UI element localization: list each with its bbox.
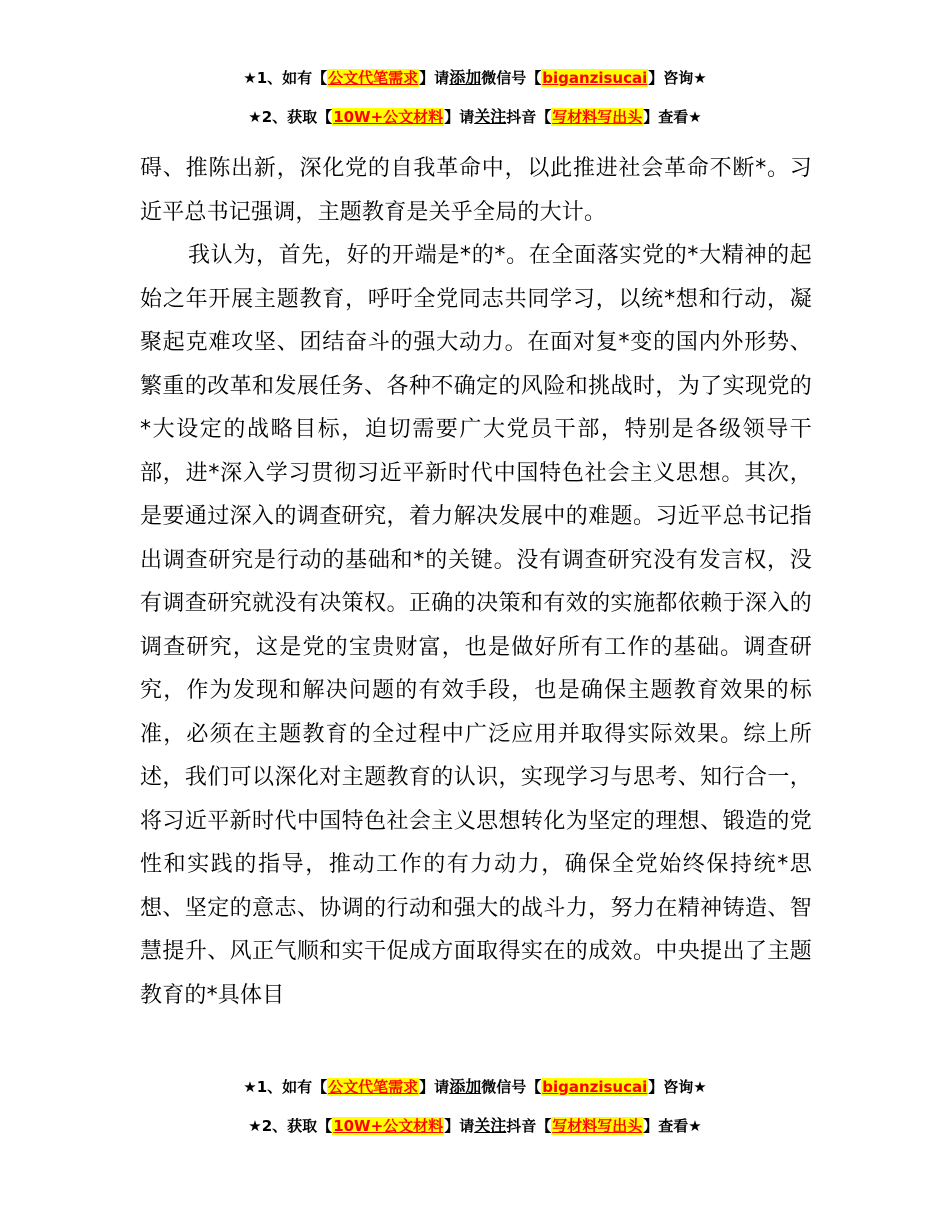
footer-line1-emphasis: 添加 xyxy=(449,1077,482,1096)
header-line1-mid2: 微信号【 xyxy=(481,69,542,87)
footer-line1-mid2: 微信号【 xyxy=(481,1078,542,1096)
footer-line2-suffix: 】查看★ xyxy=(643,1117,702,1135)
header-line2-prefix: ★2、获取【 xyxy=(248,108,333,126)
footer-line1-highlight-wechat-id: biganzisucai xyxy=(542,1078,648,1096)
header-line1-prefix: ★1、如有【 xyxy=(243,69,328,87)
header-line2-highlight-douyin-account: 写材料写出头 xyxy=(552,108,643,126)
footer-line1-highlight-service: 公文代笔需求 xyxy=(328,1078,419,1096)
header-line2-highlight-materials: 10W+公文材料 xyxy=(333,108,444,126)
footer-line2-emphasis: 关注 xyxy=(474,1116,507,1135)
footer-line2-prefix: ★2、获取【 xyxy=(248,1117,333,1135)
footer-line2-highlight-materials: 10W+公文材料 xyxy=(333,1117,444,1135)
footer-ad-line-2 xyxy=(0,1116,950,1136)
header-line1-highlight-wechat-id: biganzisucai xyxy=(542,69,648,87)
header-line1-mid1: 】请 xyxy=(419,69,450,87)
header-line2-mid1: 】请 xyxy=(444,108,475,126)
header-line2-suffix: 】查看★ xyxy=(643,108,702,126)
body-paragraph-1: 碍、推陈出新，深化党的自我革命中，以此推进社会革命不断*。习近平总书记强调，主题教育是关乎全局的大计。 xyxy=(140,156,812,225)
document-body xyxy=(140,147,812,1017)
header-line2-mid2: 抖音【 xyxy=(506,108,552,126)
footer-line2-mid1: 】请 xyxy=(444,1117,475,1135)
header-line2-emphasis: 关注 xyxy=(474,107,507,126)
footer-ad-line-1 xyxy=(0,1077,950,1097)
header-line1-suffix: 】咨询★ xyxy=(648,69,707,87)
header-ad-line-2 xyxy=(0,107,950,127)
footer-line1-prefix: ★1、如有【 xyxy=(243,1078,328,1096)
body-paragraph-2: 我认为，首先，好的开端是*的*。在全面落实党的*大精神的起始之年开展主题教育，呼吁全党同志共同学习，以统*想和行动，凝聚起克难攻坚、团结奋斗的强大动力。在面对复*变的国内外形势、繁重的改革和发展任务、各种不确定的风险和挑战时，为了实现党的*大设定的战略目标，迫切需要广大党员干部，特别是各级领导干部，进*深入学习贯彻习近平新时代中国特色社会主义思想。其次，是要通过深入的调查研究，着力解决发展中的难题。习近平总书记指出调查研究是行动的基础和*的关键。没有调查研究没有发言权，没有调查研究就没有决策权。正确的决策和有效的实施都依赖于深入的调查研究，这是党的宝贵财富，也是做好所有工作的基础。调查研究，作为发现和解决问题的有效手段，也是确保主题教育效果的标准，必须在主题教育的全过程中广泛应用并取得实际效果。综上所述，我们可以深化对主题教育的认识，实现学习与思考、知行合一，将习近平新时代中国特色社会主义思想转化为坚定的理想、锻造的党性和实践的指导，推动工作的有力动力，确保全党始终保持统*思想、坚定的意志、协调的行动和强大的战斗力，努力在精神铸造、智慧提升、风正气顺和实干促成方面取得实在的成效。中央提出了主题教育的*具体目 xyxy=(140,243,812,1008)
footer-line2-highlight-douyin-account: 写材料写出头 xyxy=(552,1117,643,1135)
header-line1-emphasis: 添加 xyxy=(449,68,482,87)
footer-line1-mid1: 】请 xyxy=(419,1078,450,1096)
footer-line2-mid2: 抖音【 xyxy=(506,1117,552,1135)
footer-line1-suffix: 】咨询★ xyxy=(648,1078,707,1096)
header-line1-highlight-service: 公文代笔需求 xyxy=(328,69,419,87)
header-ad-line-1 xyxy=(0,68,950,88)
